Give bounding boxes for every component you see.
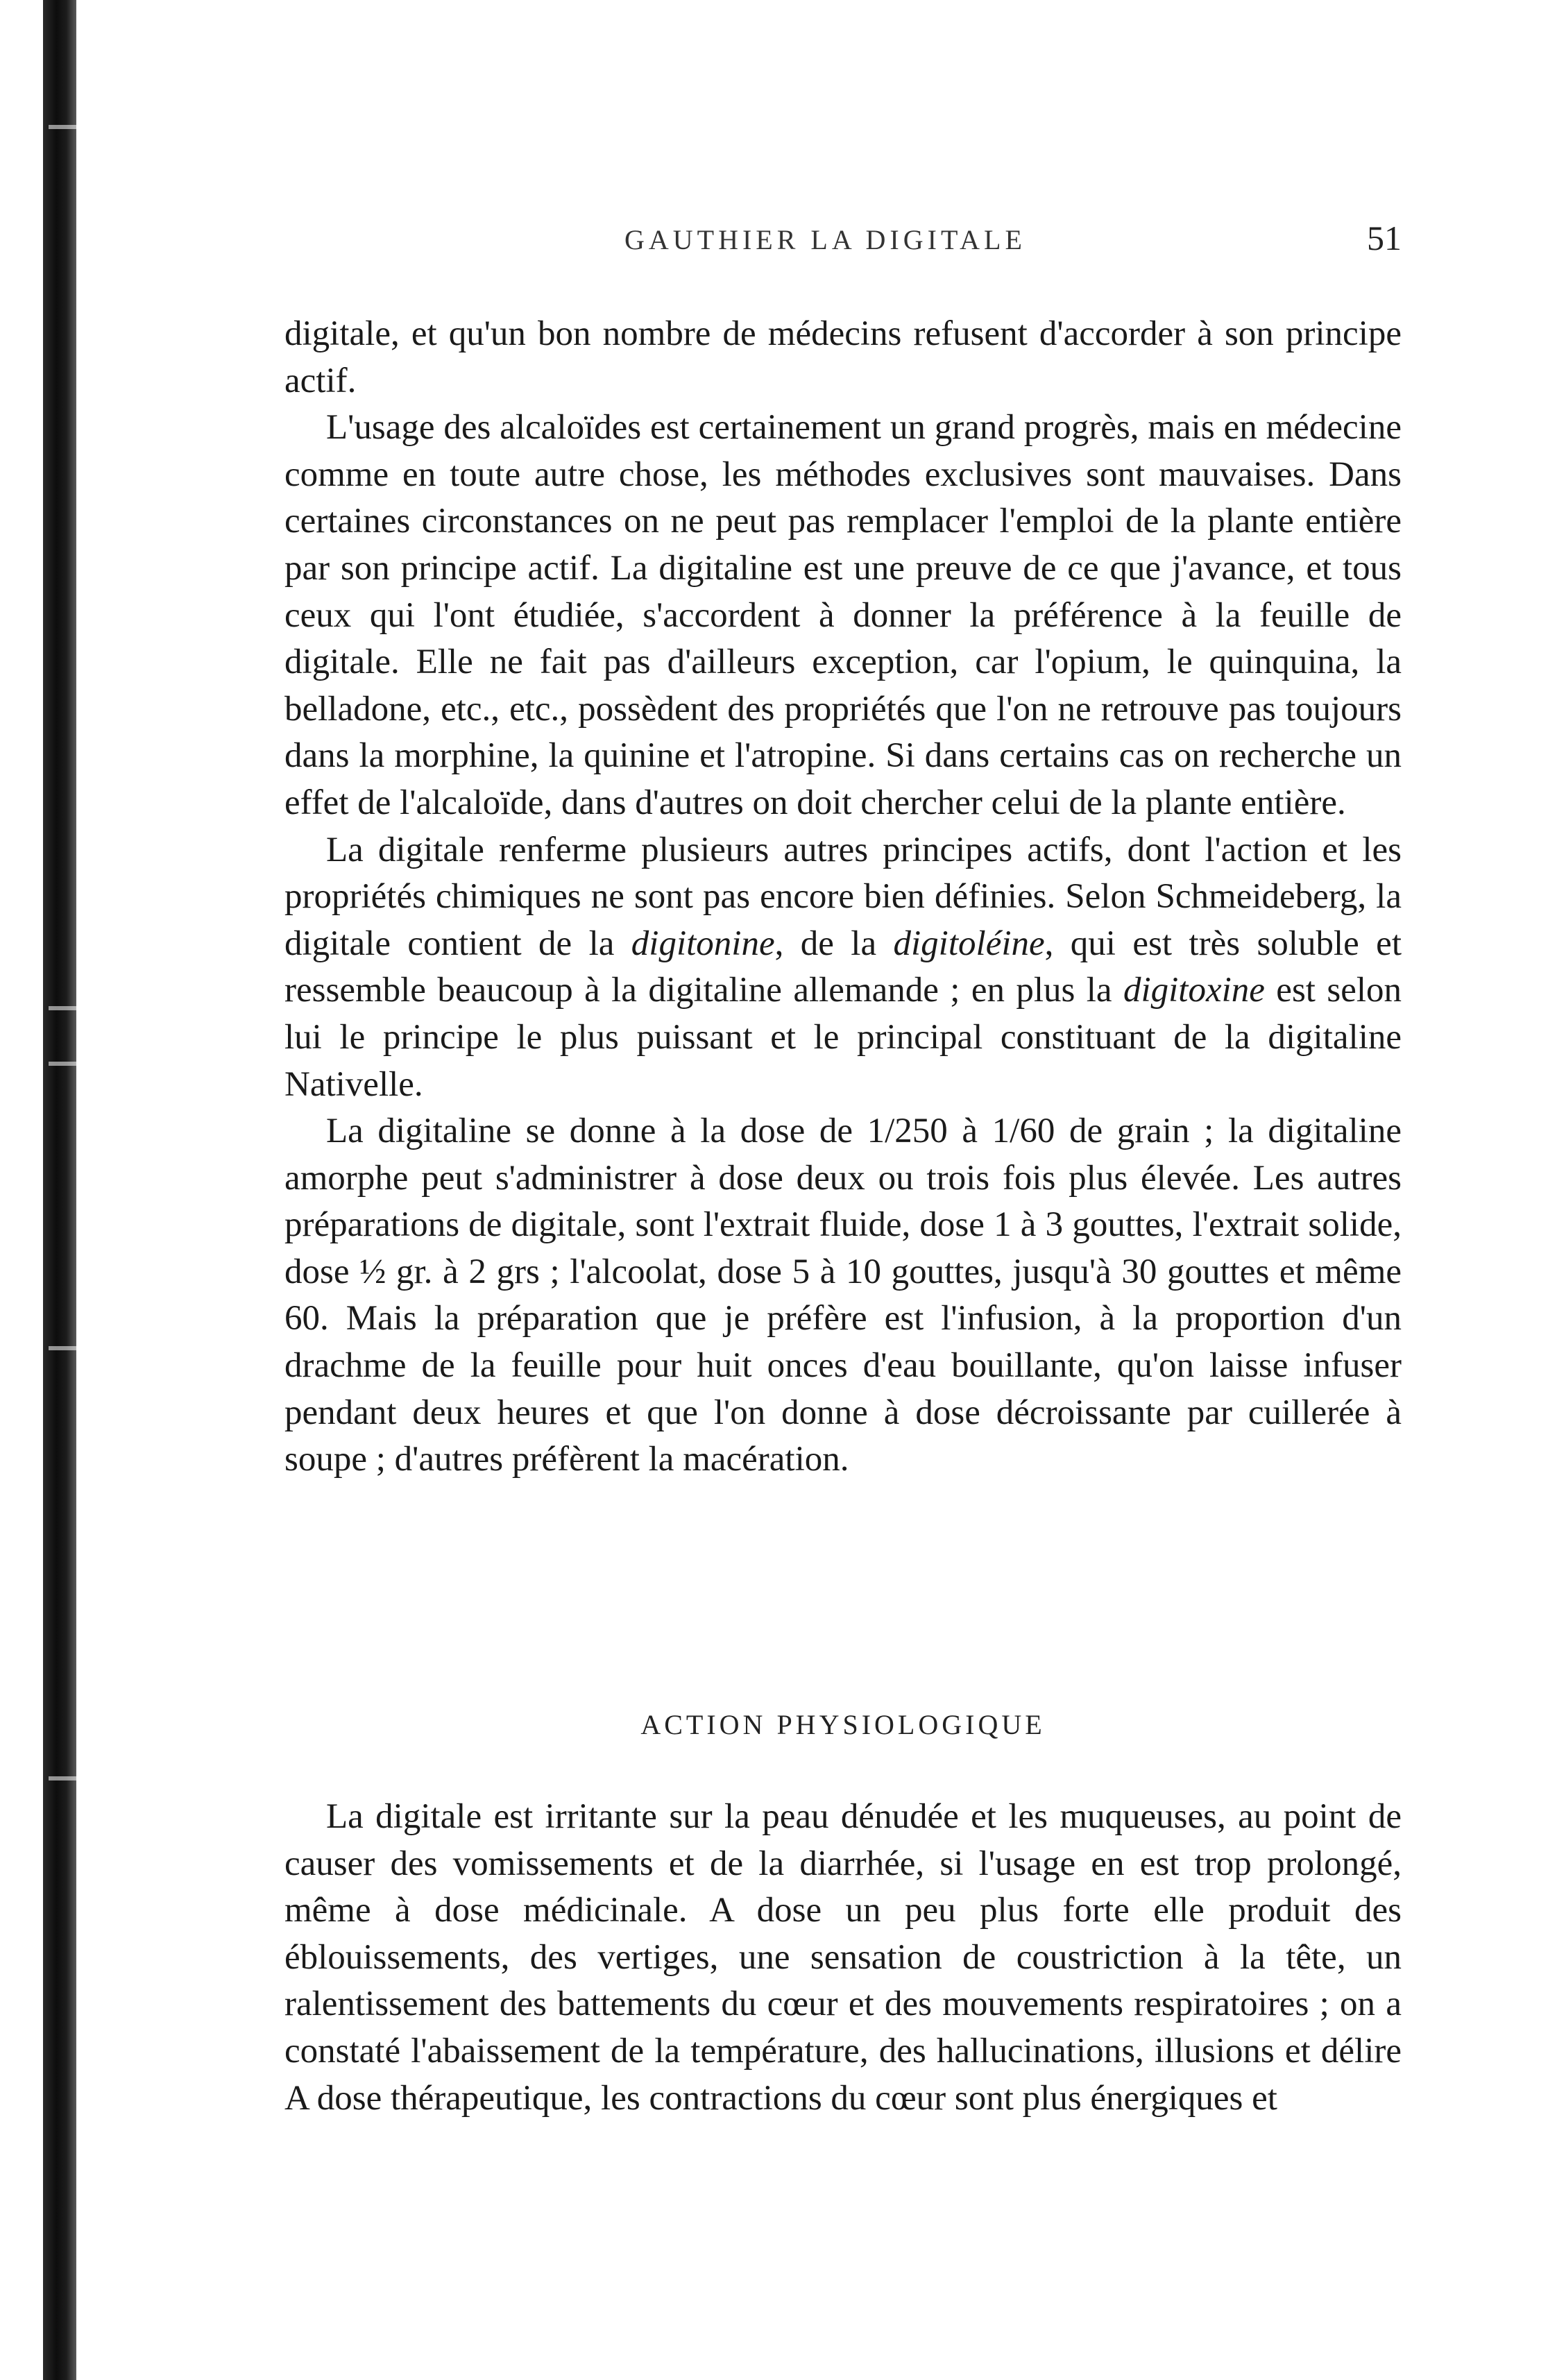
paragraph-text: est selon lui le principe le plus puissant et le principal constituant de la digitaline Nativelle. [284,971,1402,1104]
paragraph-text: , qui est très soluble et ressemble beaucoup à la digitaline allemande ; en plus la [284,924,1402,1010]
body-text [284,311,1402,1484]
binding-mark [49,1006,76,1010]
paragraph [284,827,1402,1109]
paragraph: digitale, et qu'un bon nombre de médecins refusent d'accorder à son principe actif. [284,314,1402,400]
binding-mark [49,1062,76,1066]
paragraph: La digitale est irritante sur la peau dénudée et les muqueuses, au point de causer des vomissements et de la diarrhée, si l'usage en est trop prolongé, même à dose médicinale. A dose un peu plus forte elle produit des éblouissements, des vertiges, une sensation de coustriction à la tête, un ralentissement des battements du cœur et des mouvements respiratoires ; on a constaté l'abaissement de la température, des hallucinations, illusions et délire A dose thérapeutique, les contractions du cœur sont plus énergiques et [284,1797,1402,2118]
page-number: 51 [1367,219,1402,257]
binding-mark [49,125,76,129]
italic-term: digitonine [631,924,775,963]
section-heading: ACTION PHYSIOLOGIQUE [640,1709,1046,1740]
paragraph-text: La digitale renferme plusieurs autres principes actifs, dont l'action et les propriétés chimiques ne sont pas encore bien définies. Selon Schmeideberg, la digitale contient de la [284,830,1402,963]
binding-mark [49,1776,76,1780]
italic-term: digitoléine [893,924,1045,963]
paragraph-text: , de la [774,924,894,963]
binding-edge [43,0,76,2380]
paragraph: L'usage des alcaloïdes est certainement un grand progrès, mais en médecine comme en toute autre chose, les méthodes exclusives sont mauvaises. Dans certaines circonstances on ne peut pas remplacer l'emploi de la plante entière par son principe actif. La digitaline est une preuve de ce que j'avance, et tous ceux qui l'ont étudiée, s'accordent à donner la préférence à la feuille de digitale. Elle ne fait pas d'ailleurs exception, car l'opium, le quinquina, la belladone, etc., etc., possèdent des propriétés que l'on ne retrouve pas toujours dans la morphine, la quinine et l'atropine. Si dans certains cas on recherche un effet de l'alcaloïde, dans d'autres on doit chercher celui de la plante entière. [284,408,1402,822]
italic-term: digitoxine [1123,971,1265,1010]
running-head [284,219,1402,265]
binding-mark [49,1346,76,1350]
paragraph: La digitaline se donne à la dose de 1/250 à 1/60 de grain ; la digitaline amorphe peut s'administrer à dose deux ou trois fois plus élevée. Les autres préparations de digitale, sont l'extrait fluide, dose 1 à 3 gouttes, l'extrait solide, dose ½ gr. à 2 grs ; l'alcoolat, dose 5 à 10 gouttes, jusqu'à 30 gouttes et même 60. Mais la préparation que je préfère est l'infusion, à la proportion d'un drachme de la feuille pour huit onces d'eau bouillante, qu'on laisse infuser pendant deux heures et que l'on donne à dose décroissante par cuillerée à soupe ; d'autres préfèrent la macération. [284,1112,1402,1479]
running-head-title: GAUTHIER LA DIGITALE [624,224,1026,255]
section-body-text [284,1794,1402,2122]
